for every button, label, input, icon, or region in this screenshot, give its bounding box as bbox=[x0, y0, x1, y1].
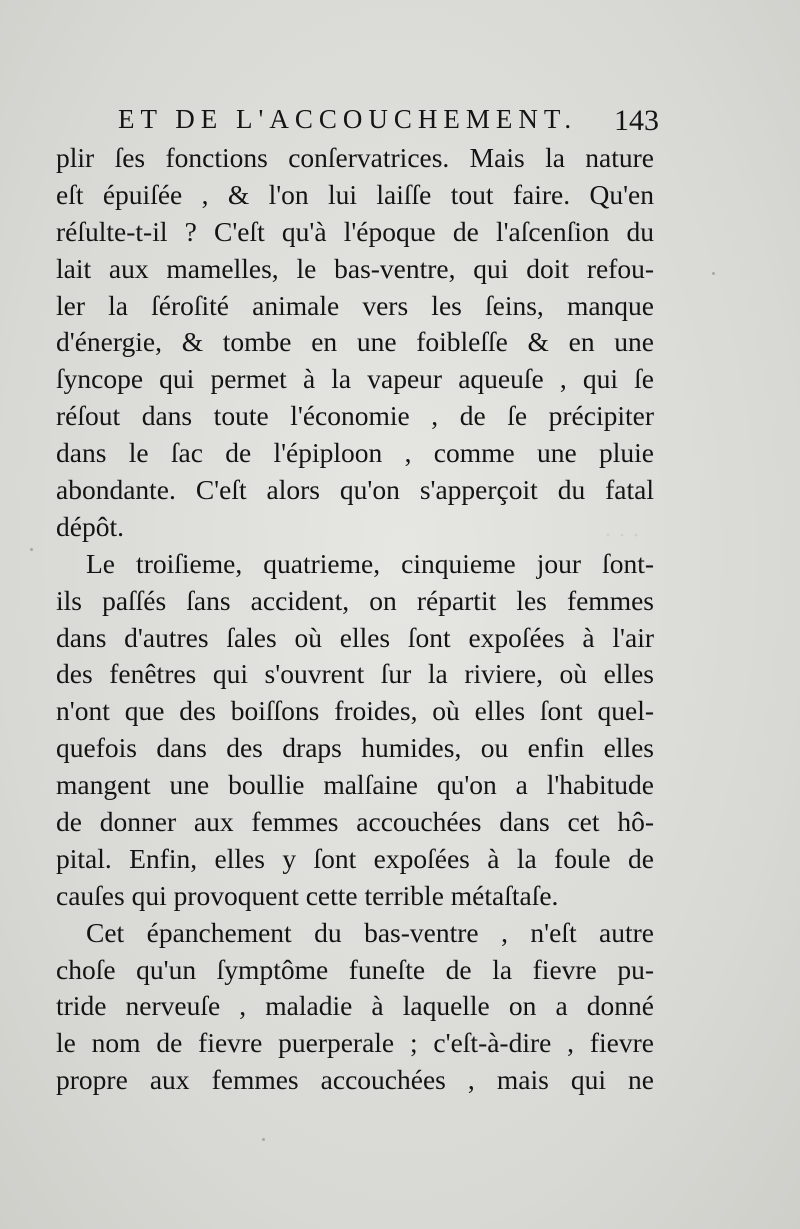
text-line: ils paſſés ſans accident, on répartit les femmes bbox=[56, 584, 654, 616]
text-line: n'ont que des boiſſons froides, où elles ſont quel- bbox=[56, 695, 654, 727]
paper-speck bbox=[262, 1138, 265, 1141]
text-line: choſe qu'un ſymptôme funeſte de la fievre pu- bbox=[56, 953, 654, 985]
text-line: d'énergie, & tombe en une foibleſſe & en une bbox=[56, 326, 654, 358]
text-line: tride nerveuſe , maladie à laquelle on a donné bbox=[56, 990, 654, 1022]
page-number: 143 bbox=[614, 104, 659, 137]
text-line: cauſes qui provoquent cette terrible métaſtaſe. bbox=[56, 879, 559, 911]
paper-speck bbox=[30, 548, 33, 551]
text-line: abondante. C'eſt alors qu'on s'apperçoit du fatal bbox=[56, 474, 654, 506]
text-line: lait aux mamelles, le bas-ventre, qui doit refou- bbox=[56, 252, 654, 284]
running-title: ET DE L'ACCOUCHEMENT. bbox=[118, 104, 578, 134]
body-text bbox=[56, 140, 654, 1099]
text-line: réſout dans toute l'économie , de ſe précipiter bbox=[56, 400, 654, 432]
text-line: dans d'autres ſales où elles ſont expoſées à l'air bbox=[56, 621, 654, 653]
text-line: Cet épanchement du bas-ventre , n'eſt autre bbox=[86, 916, 654, 948]
text-line: propre aux femmes accouchées , mais qui ne bbox=[56, 1064, 654, 1096]
running-header bbox=[118, 104, 658, 144]
text-line: ſyncope qui permet à la vapeur aqueuſe , qui ſe bbox=[56, 363, 654, 395]
show-through-text: · · · bbox=[604, 523, 640, 549]
text-line: Le troiſieme, quatrieme, cinquieme jour ſont- bbox=[86, 547, 654, 579]
paper-speck bbox=[712, 272, 715, 275]
text-line: de donner aux femmes accouchées dans cet hô- bbox=[56, 806, 654, 838]
text-line: quefois dans des draps humides, ou enfin elles bbox=[56, 732, 654, 764]
text-line: ler la ſéroſité animale vers les ſeins, manque bbox=[56, 289, 654, 321]
text-line: mangent une boullie malſaine qu'on a l'habitude bbox=[56, 769, 654, 801]
text-line: réſulte-t-il ? C'eſt qu'à l'époque de l'aſcenſion du bbox=[56, 215, 654, 247]
text-line: le nom de fievre puerperale ; c'eſt-à-dire , fievre bbox=[56, 1027, 654, 1059]
text-line: dans le ſac de l'épiploon , comme une pluie bbox=[56, 437, 654, 469]
text-line: plir ſes fonctions conſervatrices. Mais la nature bbox=[56, 142, 654, 173]
text-line: dépôt. bbox=[56, 510, 124, 542]
text-line: des fenêtres qui s'ouvrent ſur la riviere, où elles bbox=[56, 658, 654, 690]
text-line: eſt épuiſée , & l'on lui laiſſe tout faire. Qu'en bbox=[56, 178, 654, 210]
text-line: pital. Enfin, elles y ſont expoſées à la foule de bbox=[56, 842, 654, 874]
